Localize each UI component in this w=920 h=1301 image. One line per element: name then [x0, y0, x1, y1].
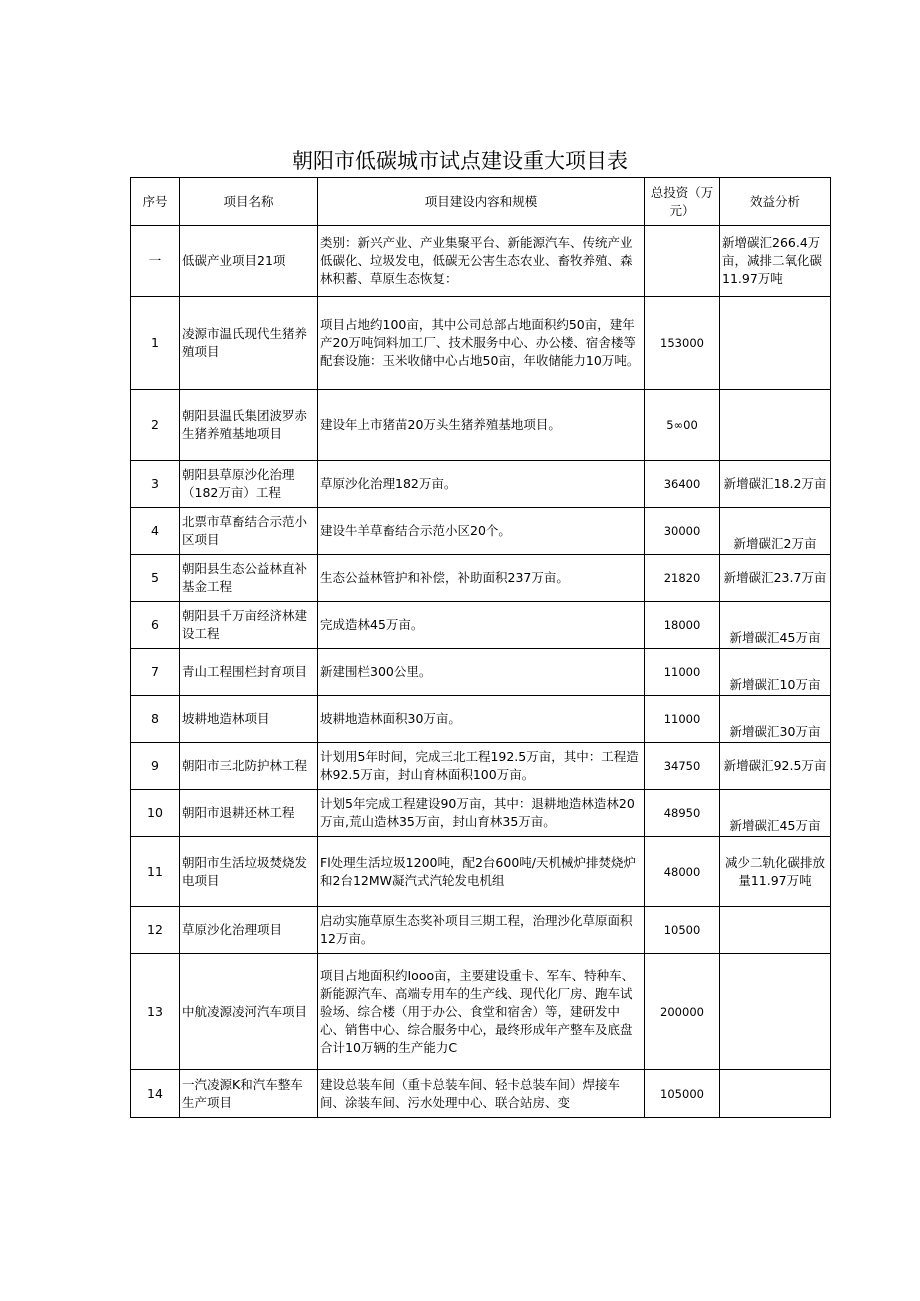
cell-invest: 10500: [645, 907, 720, 954]
cell-seq: 10: [131, 790, 180, 837]
cell-name: 北票市草畜结合示范小区项目: [180, 508, 318, 555]
cell-seq: 4: [131, 508, 180, 555]
header-content: 项目建设内容和规模: [318, 178, 645, 226]
cell-seq: 7: [131, 649, 180, 696]
cell-seq: 8: [131, 696, 180, 743]
cell-benefit: 新增碳汇2万亩: [720, 508, 831, 555]
cell-content: 项目占地约100亩，其中公司总部占地面积约50亩，建年产20万吨饲料加工厂、技术服务中心、办公楼、宿舍楼等配套设施：玉米收储中心占地50亩，年收储能力10万吨。: [318, 297, 645, 390]
cell-invest: 5∞00: [645, 390, 720, 461]
table-row: [131, 837, 831, 907]
cell-seq: 一: [131, 226, 180, 297]
cell-seq: 6: [131, 602, 180, 649]
header-invest: 总投资（万元）: [645, 178, 720, 226]
cell-benefit: 新增碳汇23.7万亩: [720, 555, 831, 602]
cell-seq: 11: [131, 837, 180, 907]
cell-benefit: [720, 907, 831, 954]
cell-name: 朝阳市三北防护林工程: [180, 743, 318, 790]
cell-seq: 12: [131, 907, 180, 954]
cell-name: 朝阳市退耕还林工程: [180, 790, 318, 837]
cell-seq: 2: [131, 390, 180, 461]
cell-invest: 21820: [645, 555, 720, 602]
table-row: [131, 297, 831, 390]
table-row: [131, 649, 831, 696]
cell-invest: 30000: [645, 508, 720, 555]
cell-content: 计划5年完成工程建设90万亩，其中：退耕地造林造林20万亩,荒山造林35万亩，封山育林35万亩。: [318, 790, 645, 837]
cell-invest: 48950: [645, 790, 720, 837]
cell-invest: 36400: [645, 461, 720, 508]
cell-seq: 5: [131, 555, 180, 602]
cell-seq: 1: [131, 297, 180, 390]
table-row: [131, 1070, 831, 1118]
cell-content: 项目占地面积约Iooo亩，主要建设重卡、军车、特种车、新能源汽车、高端专用车的生产线、现代化厂房、跑车试验场、综合楼（用于办公、食堂和宿舍）等，建研发中心、销售中心、综合服务中心，最终形成年产整车及底盘合计10万辆的生产能力C: [318, 954, 645, 1070]
cell-benefit: [720, 297, 831, 390]
cell-invest: 200000: [645, 954, 720, 1070]
cell-benefit: 新增碳汇92.5万亩: [720, 743, 831, 790]
cell-seq: 14: [131, 1070, 180, 1118]
cell-benefit: 新增碳汇30万亩: [720, 696, 831, 743]
header-row: [131, 178, 831, 226]
cell-name: 低碳产业项目21项: [180, 226, 318, 297]
table-row: [131, 790, 831, 837]
cell-invest: 11000: [645, 696, 720, 743]
table-row: [131, 508, 831, 555]
cell-invest: 11000: [645, 649, 720, 696]
cell-seq: 13: [131, 954, 180, 1070]
cell-content: 完成造林45万亩。: [318, 602, 645, 649]
page-title: 朝阳市低碳城市试点建设重大项目表: [292, 149, 628, 173]
table-row: [131, 743, 831, 790]
cell-benefit: 减少二轨化碳排放量11.97万吨: [720, 837, 831, 907]
cell-seq: 3: [131, 461, 180, 508]
cell-content: 新建围栏300公里。: [318, 649, 645, 696]
cell-content: 坡耕地造林面积30万亩。: [318, 696, 645, 743]
cell-name: 中航凌源凌河汽车项目: [180, 954, 318, 1070]
cell-invest: 48000: [645, 837, 720, 907]
project-table: [130, 177, 831, 1118]
cell-name: 凌源市温氏现代生猪养殖项目: [180, 297, 318, 390]
cell-seq: 9: [131, 743, 180, 790]
cell-name: 朝阳县草原沙化治理（182万亩）工程: [180, 461, 318, 508]
cell-content: 建设牛羊草畜结合示范小区20个。: [318, 508, 645, 555]
cell-content: 类别：新兴产业、产业集聚平台、新能源汽车、传统产业低碳化、垃圾发电，低碳无公害生态农业、畜牧养殖、森林积蓄、草原生态恢复：: [318, 226, 645, 297]
cell-content: Fl处理生活垃圾1200吨，配2台600吨/天机械炉排焚烧炉和2台12MW凝汽式汽轮发电机组: [318, 837, 645, 907]
table-row: [131, 696, 831, 743]
table-row: [131, 555, 831, 602]
cell-name: 朝阳县千万亩经济林建设工程: [180, 602, 318, 649]
cell-benefit: [720, 1070, 831, 1118]
table-row: [131, 390, 831, 461]
header-name: 项目名称: [180, 178, 318, 226]
table-row: [131, 461, 831, 508]
cell-invest: 105000: [645, 1070, 720, 1118]
table-row: [131, 602, 831, 649]
cell-content: 草原沙化治理182万亩。: [318, 461, 645, 508]
cell-benefit: [720, 390, 831, 461]
cell-content: 启动实施草原生态奖补项目三期工程，治理沙化草原面积12万亩。: [318, 907, 645, 954]
cell-benefit: 新增碳汇18.2万亩: [720, 461, 831, 508]
cell-invest: 153000: [645, 297, 720, 390]
table-row: [131, 954, 831, 1070]
cell-benefit: 新增碳汇45万亩: [720, 602, 831, 649]
cell-invest: [645, 226, 720, 297]
cell-name: 朝阳县生态公益林直补基金工程: [180, 555, 318, 602]
cell-benefit: 新增碳汇10万亩: [720, 649, 831, 696]
header-seq: 序号: [131, 178, 180, 226]
cell-invest: 34750: [645, 743, 720, 790]
cell-invest: 18000: [645, 602, 720, 649]
cell-name: 朝阳市生活垃圾焚烧发电项目: [180, 837, 318, 907]
cell-name: 朝阳县温氏集团波罗赤生猪养殖基地项目: [180, 390, 318, 461]
cell-content: 计划用5年时间，完成三北工程192.5万亩，其中：工程造林92.5万亩，封山育林面积100万亩。: [318, 743, 645, 790]
table-row: [131, 226, 831, 297]
cell-content: 建设总装车间（重卡总装车间、轻卡总装车间）焊接车间、涂装车间、污水处理中心、联合站房、变: [318, 1070, 645, 1118]
cell-name: 坡耕地造林项目: [180, 696, 318, 743]
cell-name: 草原沙化治理项目: [180, 907, 318, 954]
header-benefit: 效益分析: [720, 178, 831, 226]
cell-name: 青山工程围栏封育项目: [180, 649, 318, 696]
cell-benefit: [720, 954, 831, 1070]
cell-content: 生态公益林管护和补偿，补助面积237万亩。: [318, 555, 645, 602]
cell-name: 一汽凌源K和汽车整车生产项目: [180, 1070, 318, 1118]
cell-benefit: 新增碳汇45万亩: [720, 790, 831, 837]
cell-benefit: 新增碳汇266.4万亩，减排二氧化碳11.97万吨: [720, 226, 831, 297]
cell-content: 建设年上市猪苗20万头生猪养殖基地项目。: [318, 390, 645, 461]
table-row: [131, 907, 831, 954]
